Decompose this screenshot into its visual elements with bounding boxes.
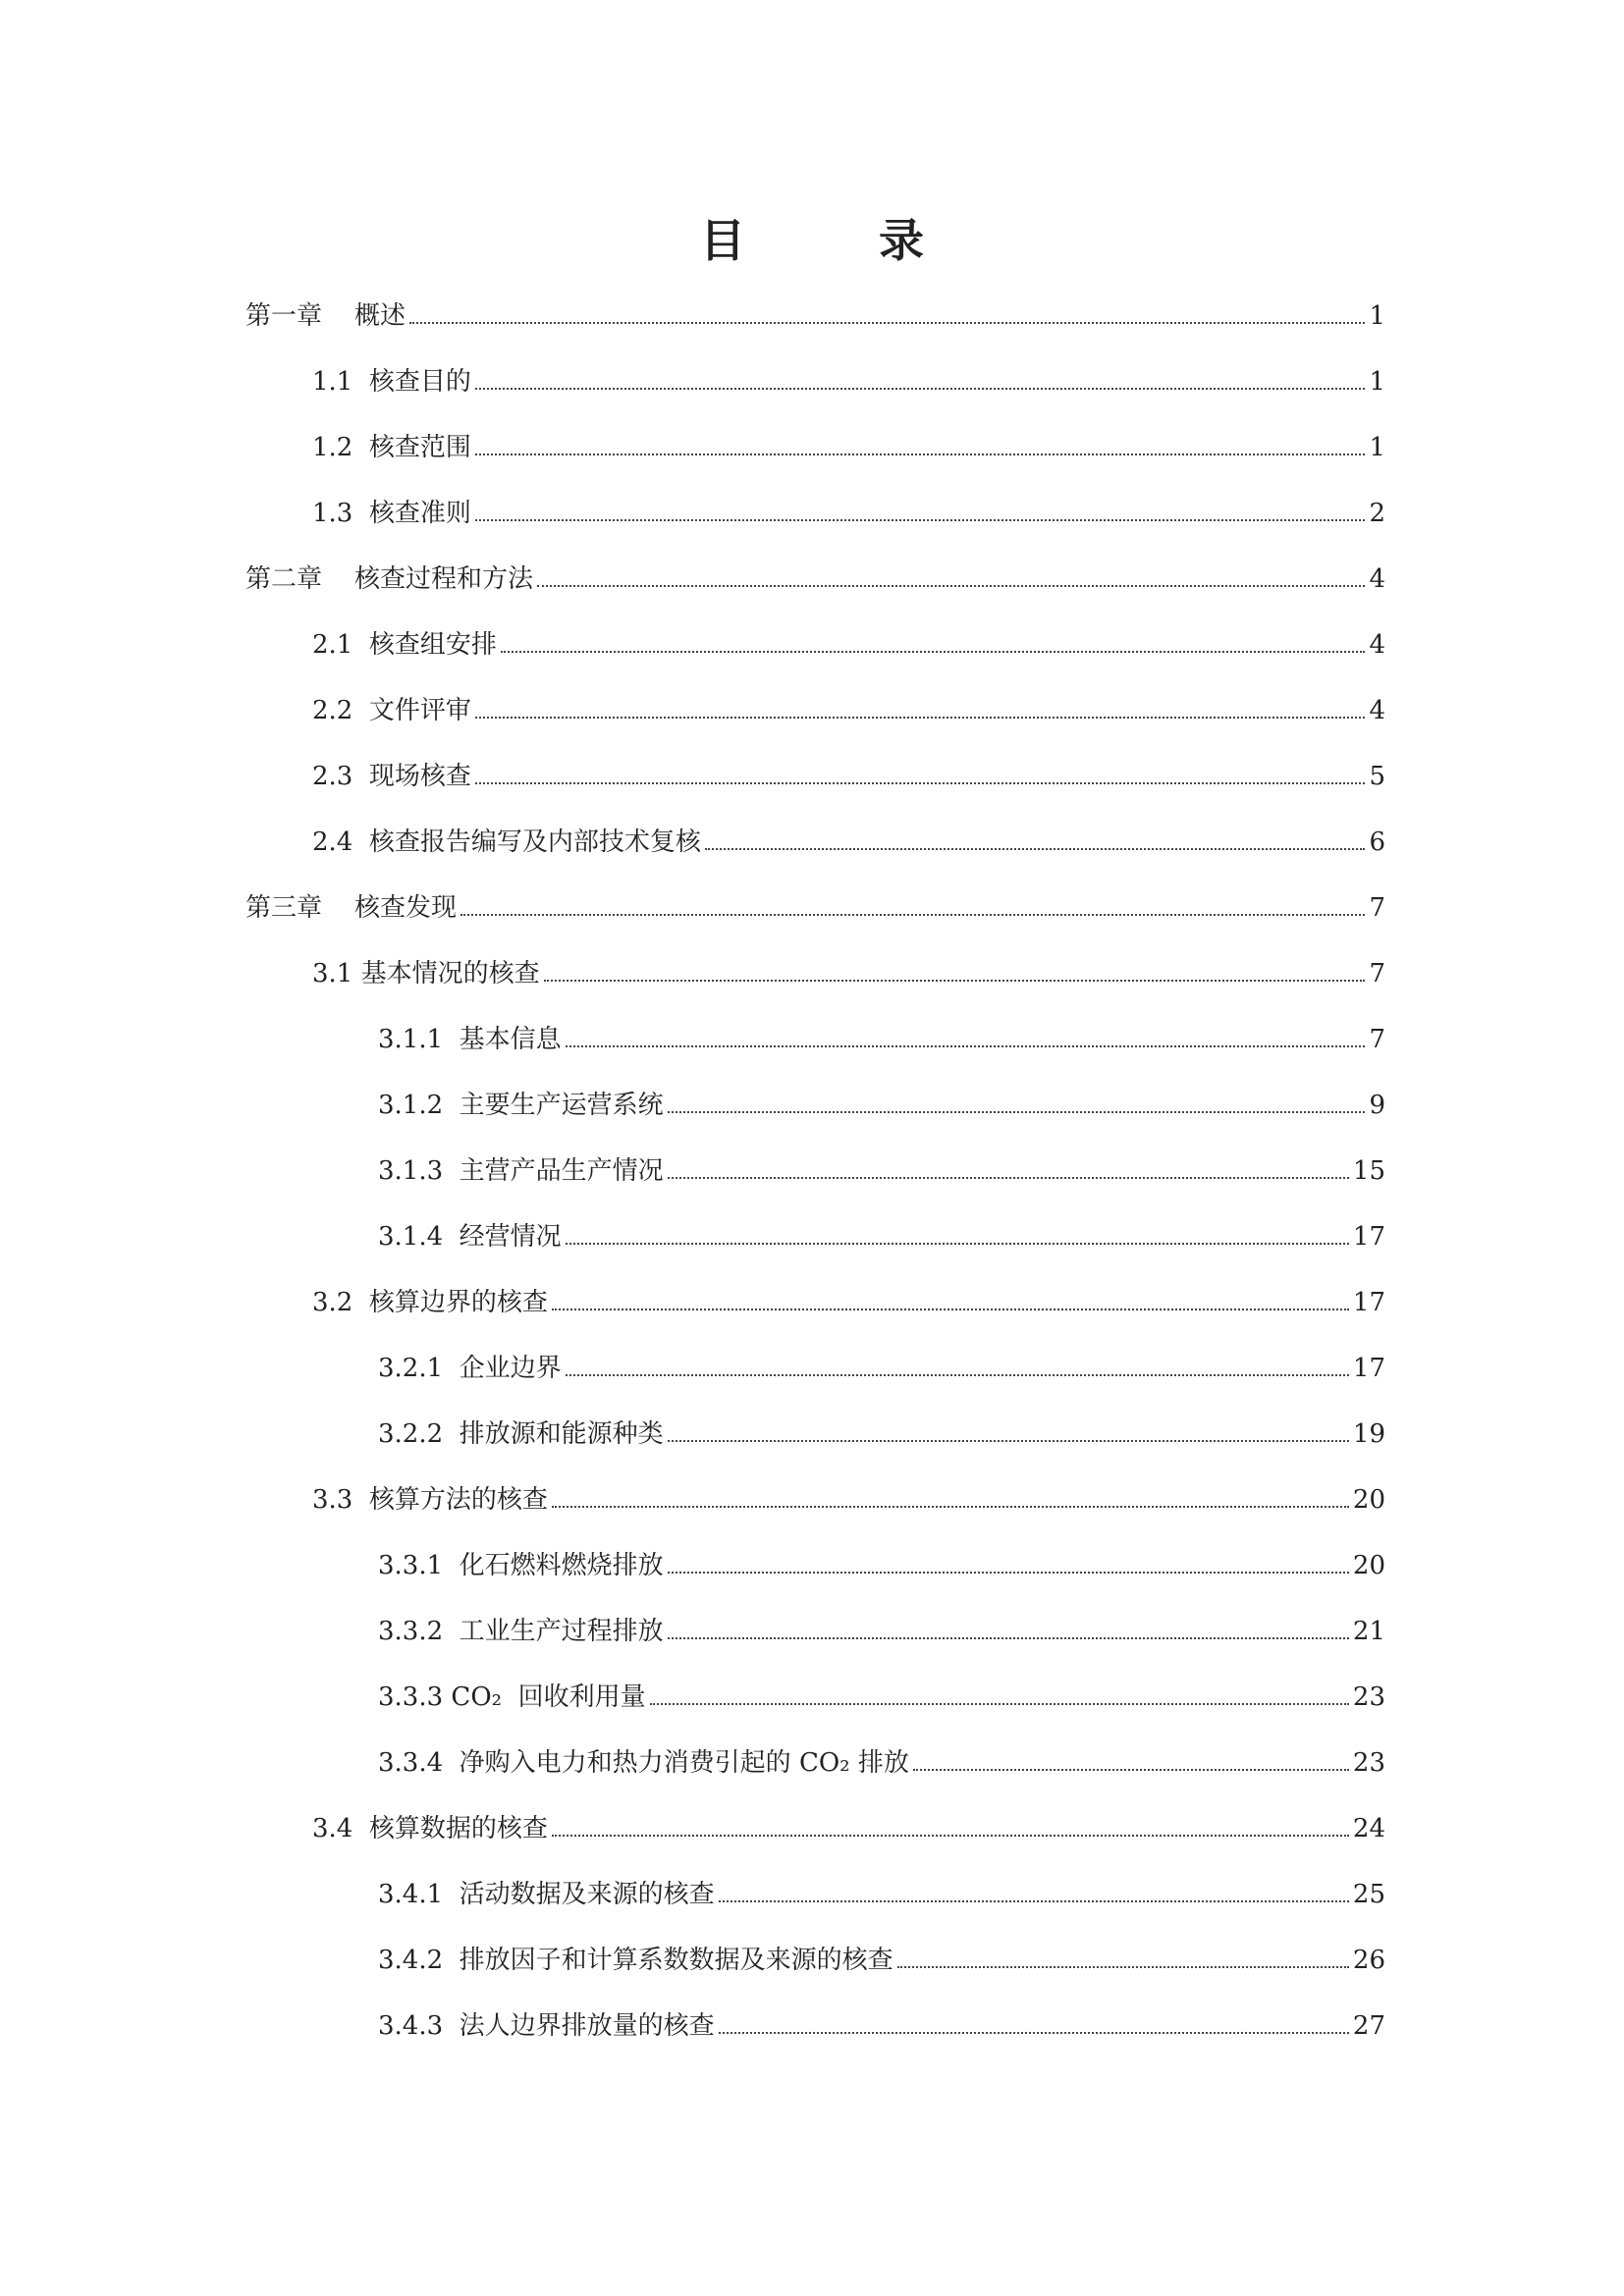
- toc-entry[interactable]: [312, 819, 1385, 858]
- dot-leader: [650, 1703, 1349, 1705]
- dot-leader: [552, 1835, 1349, 1837]
- toc-entry-label: 3.4.2 排放因子和计算系数数据及来源的核查: [378, 1946, 893, 1975]
- toc-title: 目 录: [699, 214, 983, 267]
- dot-leader: [913, 1769, 1349, 1771]
- dot-leader: [552, 1308, 1349, 1310]
- toc-entry-label: 3.1.2 主要生产运营系统: [378, 1091, 664, 1120]
- toc-entry[interactable]: [378, 1542, 1385, 1581]
- dot-leader: [460, 914, 1365, 916]
- dot-leader: [475, 388, 1366, 390]
- toc-entry[interactable]: [378, 1213, 1385, 1253]
- toc-entry-label: 3.2 核算边界的核查: [312, 1288, 548, 1317]
- toc-entry[interactable]: [312, 424, 1385, 463]
- dot-leader: [705, 848, 1366, 850]
- toc-entry-label: 3.4.3 法人边界排放量的核查: [378, 2011, 715, 2041]
- dot-leader: [897, 1966, 1349, 1968]
- toc-entry[interactable]: [312, 358, 1385, 398]
- toc-entry[interactable]: [378, 2002, 1385, 2042]
- toc-entry[interactable]: [378, 1608, 1385, 1647]
- dot-leader: [566, 1243, 1349, 1245]
- toc-entry-page-number: 20: [1352, 1485, 1385, 1515]
- toc-entry[interactable]: [378, 1148, 1385, 1187]
- toc-entry-page-number: 6: [1369, 828, 1385, 857]
- toc-entry[interactable]: [378, 1082, 1385, 1121]
- toc-entry-page-number: 26: [1352, 1946, 1385, 1975]
- toc-entry-label: 第三章 核查发现: [245, 893, 458, 923]
- dot-leader: [537, 585, 1365, 587]
- toc-entry[interactable]: [245, 556, 1385, 595]
- toc-entry-page-number: 17: [1352, 1288, 1385, 1317]
- toc-entry-label: 3.4 核算数据的核查: [312, 1814, 548, 1843]
- toc-entry[interactable]: [312, 1805, 1385, 1844]
- toc-entry-page-number: 15: [1352, 1156, 1385, 1186]
- dot-leader: [566, 1045, 1366, 1047]
- dot-leader: [719, 2032, 1349, 2034]
- toc-entry-label: 3.3.2 工业生产过程排放: [378, 1617, 664, 1646]
- toc-entry-label: 1.2 核查范围: [312, 433, 471, 462]
- toc-entry-page-number: 5: [1369, 762, 1385, 791]
- toc-entry-page-number: 7: [1369, 1025, 1385, 1054]
- toc-entry[interactable]: [312, 621, 1385, 661]
- toc-entry-page-number: 19: [1352, 1419, 1385, 1449]
- toc-entry-page-number: 4: [1369, 564, 1385, 594]
- dot-leader: [668, 1177, 1349, 1179]
- dot-leader: [668, 1637, 1349, 1639]
- toc-entry-page-number: 17: [1352, 1222, 1385, 1252]
- dot-leader: [475, 454, 1366, 455]
- toc-entry-label: 第一章 概述: [245, 301, 406, 331]
- toc-entry[interactable]: [312, 687, 1385, 726]
- toc-entry-page-number: 1: [1369, 367, 1385, 397]
- dot-leader: [544, 980, 1366, 982]
- dot-leader: [475, 717, 1366, 719]
- toc-entry-label: 3.3.1 化石燃料燃烧排放: [378, 1551, 664, 1580]
- toc-entry-page-number: 17: [1352, 1354, 1385, 1383]
- toc-entry[interactable]: [312, 490, 1385, 529]
- toc-entry[interactable]: [312, 1476, 1385, 1516]
- toc-entry-label: 3.3.4 净购入电力和热力消费引起的 CO₂ 排放: [378, 1748, 909, 1778]
- toc-entry[interactable]: [245, 293, 1385, 332]
- toc-entry-page-number: 4: [1369, 630, 1385, 660]
- toc-entry-page-number: 9: [1369, 1091, 1385, 1120]
- toc-entry-label: 3.1.3 主营产品生产情况: [378, 1156, 664, 1186]
- toc-entry-label: 3.2.2 排放源和能源种类: [378, 1419, 664, 1449]
- toc-entry-page-number: 1: [1369, 301, 1385, 331]
- toc-entry-label: 2.1 核查组安排: [312, 630, 497, 660]
- dot-leader: [719, 1900, 1349, 1902]
- toc-entry[interactable]: [378, 1871, 1385, 1910]
- toc-entry-page-number: 7: [1369, 893, 1385, 923]
- toc-entry-page-number: 24: [1352, 1814, 1385, 1843]
- toc-entry-label: 3.1.4 经营情况: [378, 1222, 562, 1252]
- dot-leader: [668, 1572, 1349, 1574]
- toc-entry[interactable]: [245, 884, 1385, 924]
- toc-entry-label: 3.4.1 活动数据及来源的核查: [378, 1880, 715, 1909]
- toc-entry[interactable]: [378, 1739, 1385, 1779]
- dot-leader: [668, 1111, 1366, 1113]
- dot-leader: [475, 782, 1366, 784]
- toc-entry-label: 3.3 核算方法的核查: [312, 1485, 548, 1515]
- toc-entry-page-number: 23: [1352, 1748, 1385, 1778]
- toc-entry-page-number: 2: [1369, 499, 1385, 528]
- toc-entry-page-number: 20: [1352, 1551, 1385, 1580]
- toc-entry-label: 3.2.1 企业边界: [378, 1354, 562, 1383]
- toc-entry[interactable]: [312, 950, 1385, 989]
- toc-entry-label: 2.2 文件评审: [312, 696, 471, 725]
- toc-entry-label: 1.1 核查目的: [312, 367, 471, 397]
- toc-entry-label: 2.4 核查报告编写及内部技术复核: [312, 828, 701, 857]
- toc-entry[interactable]: [312, 753, 1385, 792]
- toc-entry-page-number: 25: [1352, 1880, 1385, 1909]
- toc-entry-page-number: 7: [1369, 959, 1385, 988]
- toc-entry-page-number: 4: [1369, 696, 1385, 725]
- toc-entry[interactable]: [312, 1279, 1385, 1318]
- toc-entry-label: 第二章 核查过程和方法: [245, 564, 534, 594]
- toc-entry-label: 3.1.1 基本信息: [378, 1025, 562, 1054]
- toc-entry-page-number: 21: [1352, 1617, 1385, 1646]
- toc-entry-label: 3.3.3 CO₂ 回收利用量: [378, 1682, 646, 1712]
- toc-entry[interactable]: [378, 1411, 1385, 1450]
- dot-leader: [566, 1374, 1349, 1376]
- toc-entry[interactable]: [378, 1937, 1385, 1976]
- toc-entry-page-number: 1: [1369, 433, 1385, 462]
- toc-entry-page-number: 27: [1352, 2011, 1385, 2041]
- toc-entry-page-number: 23: [1352, 1682, 1385, 1712]
- toc-entry-label: 1.3 核查准则: [312, 499, 471, 528]
- dot-leader: [409, 322, 1365, 324]
- dot-leader: [552, 1506, 1349, 1508]
- dot-leader: [501, 651, 1366, 653]
- dot-leader: [475, 519, 1366, 521]
- toc-entry[interactable]: [378, 1345, 1385, 1384]
- toc-entry-label: 3.1 基本情况的核查: [312, 959, 540, 988]
- toc-entry[interactable]: [378, 1674, 1385, 1713]
- toc-entry[interactable]: [378, 1016, 1385, 1055]
- toc-entry-label: 2.3 现场核查: [312, 762, 471, 791]
- dot-leader: [668, 1440, 1349, 1442]
